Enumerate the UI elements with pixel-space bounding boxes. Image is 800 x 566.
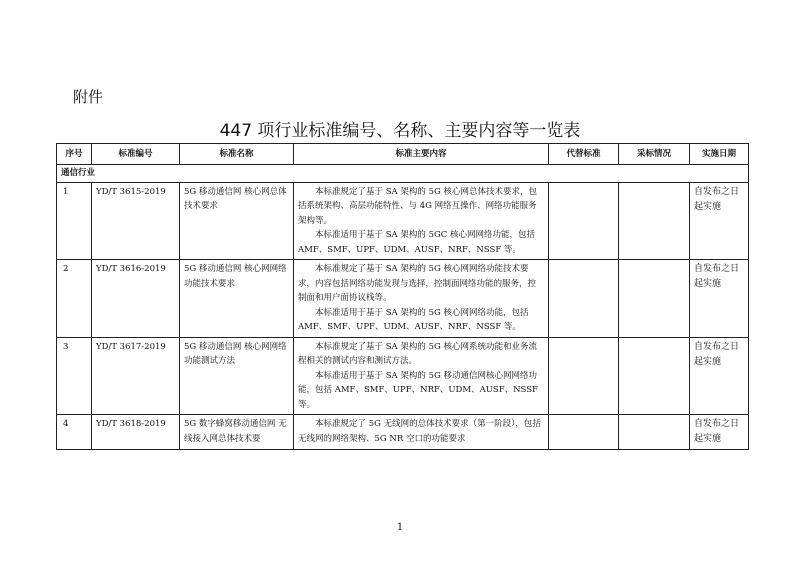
content-paragraph: 本标准规定了 5G 无线网的总体技术要求（第一阶段），包括无线网的网络架构、5G NR 空口的功能要求 [298,419,541,444]
cell-code: YD/T 3617-2019 [92,337,180,415]
cell-name: 5G 移动通信网 核心网网络功能技术要求 [180,260,294,338]
cell-replaces [549,182,619,260]
cell-adoption [619,182,690,260]
cell-seq: 3 [57,337,92,415]
section-row [57,165,749,183]
col-header-replaces: 代替标准 [549,144,619,165]
section-label: 通信行业 [57,165,749,183]
cell-content [294,260,549,338]
table-row [57,415,749,450]
cell-date: 自发布之日起实施 [690,337,749,415]
cell-seq: 2 [57,260,92,338]
content-paragraph: 本标准规定了基于 SA 架构的 5G 核心网网络功能技术要求，内容包括网络功能发现与选择，控制面网络功能的服务，控制面和用户面协议栈等。 [298,264,537,303]
cell-adoption [619,337,690,415]
cell-date: 自发布之日起实施 [690,182,749,260]
cell-adoption [619,415,690,450]
content-paragraph: 本标准适用于基于 SA 架构的 5G 核心网网络功能，包括 AMF、SMF、UPF、UDM、AUSF、NRF、NSSF 等。 [298,307,529,332]
cell-code: YD/T 3616-2019 [92,260,180,338]
col-header-adoption: 采标情况 [619,144,690,165]
page-title: 447 项行业标准编号、名称、主要内容等一览表 [219,121,581,141]
cell-content [294,415,549,450]
cell-seq: 4 [57,415,92,450]
table-header-row [57,144,749,165]
col-header-content: 标准主要内容 [294,144,549,165]
cell-replaces [549,415,619,450]
cell-code: YD/T 3618-2019 [92,415,180,450]
col-header-seq: 序号 [57,144,92,165]
cell-date: 自发布之日起实施 [690,260,749,338]
content-paragraph: 本标准适用于基于 SA 架构的 5G 移动通信网核心网网络功能，包括 AMF、SMF、UPF、NRF、UDM、AUSF、NSSF 等。 [298,370,538,410]
cell-content [294,182,549,260]
table-row [57,182,749,260]
attachment-label: 附件 [73,88,104,106]
cell-date: 自发布之日起实施 [690,415,749,450]
cell-name: 5G 移动通信网 核心网网络功能测试方法 [180,337,294,415]
cell-code: YD/T 3615-2019 [92,182,180,260]
col-header-date: 实施日期 [690,144,749,165]
cell-name: 5G 移动通信网 核心网总体技术要求 [180,182,294,260]
col-header-code: 标准编号 [92,144,180,165]
content-paragraph: 本标准适用于基于 SA 架构的 5GC 核心网网络功能，包括 AMF、SMF、UPF、UDM、AUSF、NRF、NSSF 等。 [298,230,535,255]
content-paragraph: 本标准规定了基于 SA 架构的 5G 核心网系统功能和业务流程相关的测试内容和测试方法。 [298,341,537,366]
content-paragraph: 本标准规定了基于 SA 架构的 5G 核心网总体技术要求，包括系统架构、高层功能特性、与 4G 网络互操作、网络功能服务架构等。 [298,186,537,226]
table-row [57,260,749,338]
cell-name: 5G 数字蜂窝移动通信网 无线接入网总体技术要 [180,415,294,450]
col-header-name: 标准名称 [180,144,294,165]
cell-adoption [619,260,690,338]
cell-seq: 1 [57,182,92,260]
standards-table [56,143,749,450]
cell-content [294,337,549,415]
page-number: 1 [396,522,404,533]
cell-replaces [549,337,619,415]
cell-replaces [549,260,619,338]
table-row [57,337,749,415]
